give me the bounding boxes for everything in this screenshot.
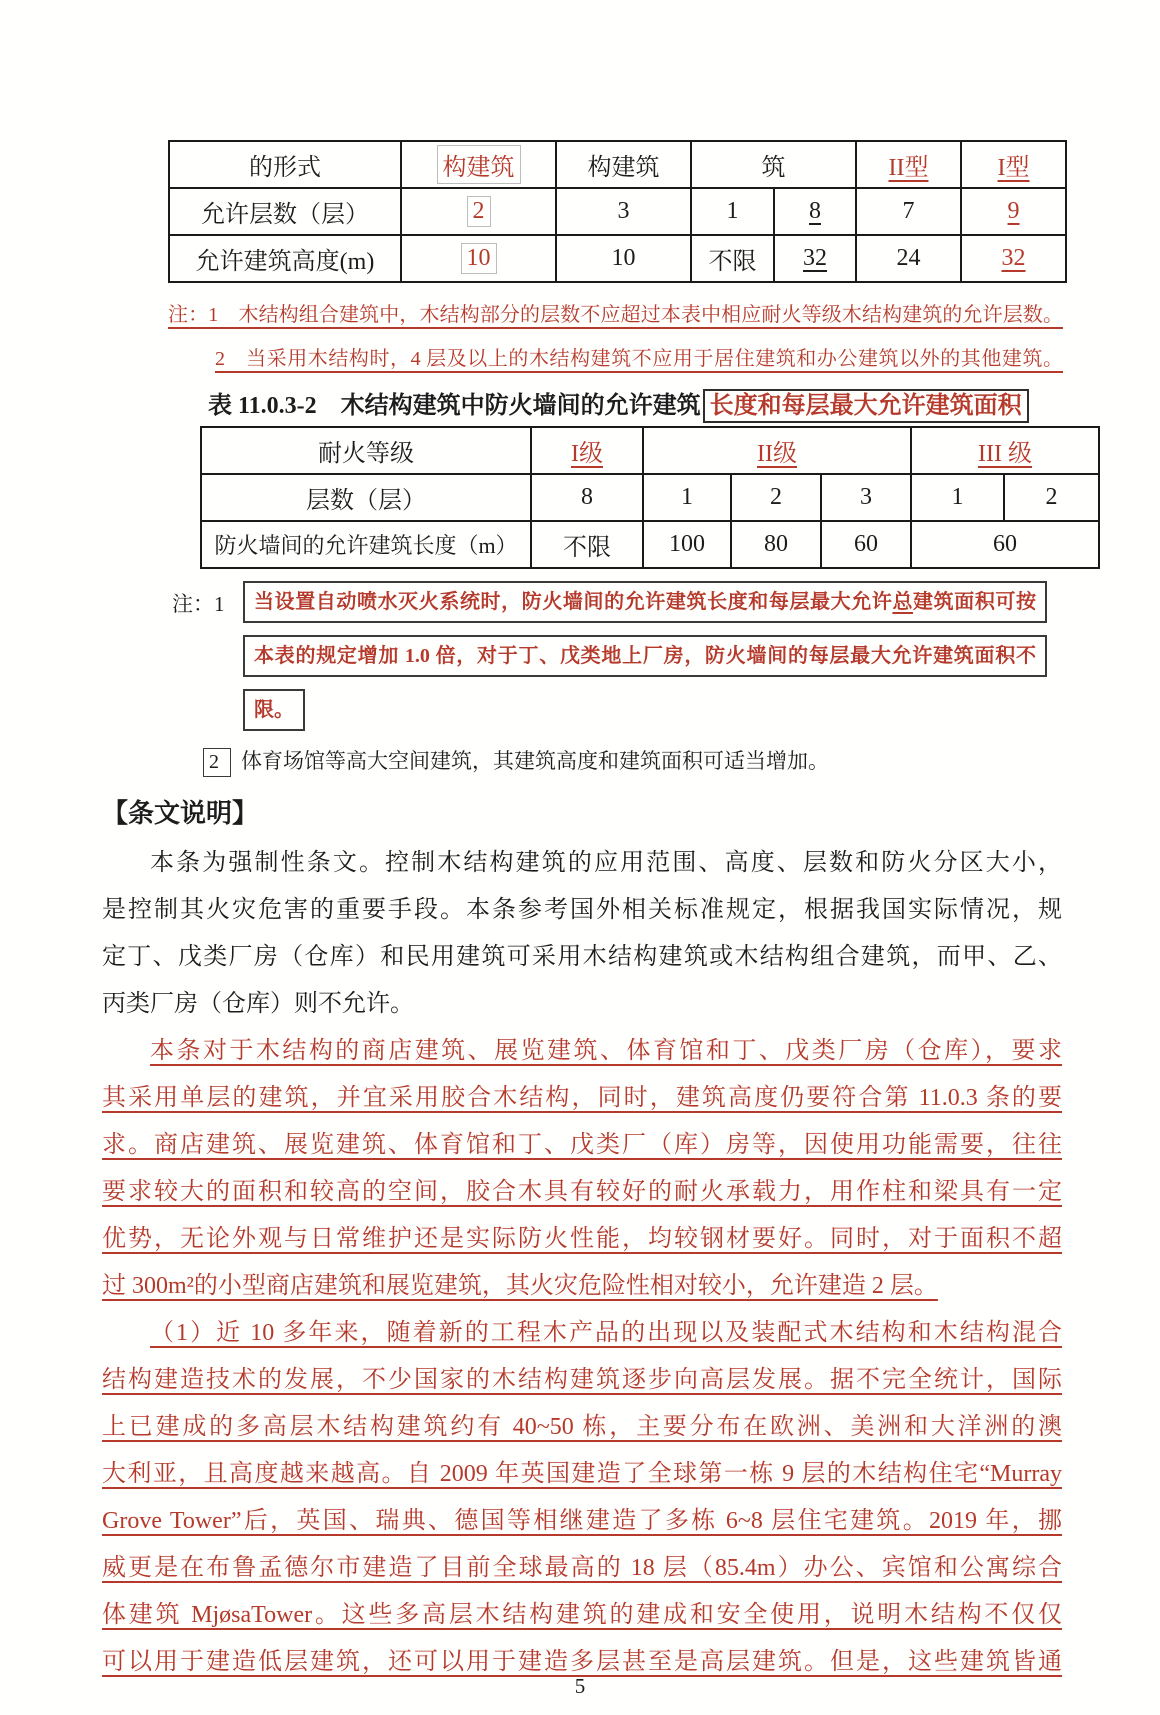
revision-line: （1）近 10 多年来，随着新的工程木产品的出现以及装配式木结构和木结构混合 (150, 1320, 1062, 1346)
table-firewall-length-limits (200, 426, 1100, 569)
revision-line: 体建筑 MjøsaTower。这些多高层木结构建筑的建成和安全使用，说明木结构不仅仅 (102, 1602, 1062, 1628)
t2-floors-label: 层数（层） (201, 474, 531, 521)
revision-line: 本条对于木结构的商店建筑、展览建筑、体育馆和丁、戊类厂房（仓库），要求 (150, 1038, 1062, 1064)
t2-cell: 1 (911, 474, 1004, 521)
t1-cell (401, 235, 556, 282)
changebox: 10 (461, 243, 497, 274)
t1-cell: 不限 (691, 235, 774, 282)
note-text: 当设置自动喷水灭火系统时，防火墙间的允许建筑长度和每层最大允许 (254, 591, 893, 613)
paragraph-line: 本条为强制性条文。控制木结构建筑的应用范围、高度、层数和防火分区大小， (150, 850, 1062, 876)
t2-cell: 8 (531, 474, 643, 521)
t2-header-cell: III 级 (911, 427, 1099, 474)
t2-length-label: 防火墙间的允许建筑长度（m） (201, 521, 531, 568)
revision-line: 其采用单层的建筑，并宜采用胶合木结构，同时，建筑高度仍要符合第 11.0.3 条的要 (102, 1085, 1062, 1111)
table2-caption-boxed: 长度和每层最大允许建筑面积 (703, 389, 1029, 423)
t2-cell: 1 (643, 474, 731, 521)
t1-header-cell: 筑 (691, 141, 856, 188)
t2-header-cell: II级 (643, 427, 911, 474)
changebox: 2 (467, 196, 491, 227)
t1-cell: 32 (774, 235, 856, 282)
revision-line: 结构建造技术的发展，不少国家的木结构建筑逐步向高层发展。据不完全统计，国际 (102, 1367, 1062, 1393)
t2-cell: 60 (911, 521, 1099, 568)
t1-header-form: 的形式 (169, 141, 401, 188)
revision-line: 上已建成的多高层木结构建筑约有 40~50 栋，主要分布在欧洲、美洲和大洋洲的澳 (102, 1414, 1062, 1440)
t1-cell: 3 (556, 188, 691, 235)
revision-line: 可以用于建造低层建筑，还可以用于建造多层甚至是高层建筑。但是，这些建筑皆通 (102, 1649, 1062, 1675)
paragraph-line: 丙类厂房（仓库）则不允许。 (102, 991, 414, 1017)
t1-cell (401, 188, 556, 235)
t1-header-cell (401, 141, 556, 188)
table2-caption (208, 385, 1160, 420)
table2-note-1 (172, 581, 1160, 623)
t1-cell: 1 (691, 188, 774, 235)
table2-note-box-3: 限。 (243, 689, 305, 731)
explanation-body (102, 840, 1062, 1686)
t2-cell: 60 (821, 521, 911, 568)
note-text: 体育场馆等高大空间建筑，其建筑高度和建筑面积可适当增加。 (241, 749, 829, 773)
table2-note-box-2: 本表的规定增加 1.0 倍，对于丁、戊类地上厂房，防火墙间的每层最大允许建筑面积不 (243, 635, 1047, 677)
page-number: 5 (574, 1674, 586, 1698)
table2-note-box-1 (243, 581, 1047, 623)
table-row (201, 427, 1099, 474)
t2-cell: 不限 (531, 521, 643, 568)
revision-line: 优势，无论外观与日常维护还是实际防火性能，均较钢材要好。同时，对于面积不超 (102, 1226, 1062, 1252)
t1-cell: 10 (556, 235, 691, 282)
changebox: 构建筑 (437, 145, 521, 184)
note-text-underlined: 总 (892, 591, 914, 613)
revision-line: Grove Tower”后，英国、瑞典、德国等相继建造了多栋 6~8 层住宅建筑。2019 年，挪 (102, 1508, 1062, 1534)
table-row (201, 474, 1099, 521)
t1-cell: 9 (961, 188, 1066, 235)
table-row (169, 141, 1066, 188)
table-row (201, 521, 1099, 568)
t2-cell: 3 (821, 474, 911, 521)
t2-cell: 2 (731, 474, 821, 521)
t1-header-cell: 构建筑 (556, 141, 691, 188)
revision-line: 要求较大的面积和较高的空间，胶合木具有较好的耐火承载力，用作柱和梁具有一定 (102, 1179, 1062, 1205)
table2-caption-plain: 表 11.0.3-2 木结构建筑中防火墙间的允许建筑 (208, 393, 701, 419)
revision-line: 大利亚，且高度越来越高。自 2009 年英国建造了全球第一栋 9 层的木结构住宅“Murray (102, 1461, 1062, 1487)
t1-height-label: 允许建筑高度(m) (169, 235, 401, 282)
table1-note-1: 注：1 木结构组合建筑中，木结构部分的层数不应超过本表中相应耐火等级木结构建筑的允许层数。 (168, 304, 1063, 326)
revision-line: 威更是在布鲁孟德尔市建造了目前全球最高的 18 层（85.4m）办公、宾馆和公寓综合 (102, 1555, 1062, 1581)
paragraph-line: 定丁、戊类厂房（仓库）和民用建筑可采用木结构建筑或木结构组合建筑，而甲、乙、 (102, 944, 1062, 970)
t2-cell: 80 (731, 521, 821, 568)
t2-cell: 2 (1004, 474, 1099, 521)
t1-cell: 8 (774, 188, 856, 235)
t1-cell: 24 (856, 235, 961, 282)
paragraph-line: 是控制其火灾危害的重要手段。本条参考国外相关标准规定，根据我国实际情况，规 (102, 897, 1062, 923)
explanation-heading: 【条文说明】 (102, 799, 259, 828)
table2-note-label: 注：1 (172, 592, 225, 616)
t1-floors-label: 允许层数（层） (169, 188, 401, 235)
t1-cell: 7 (856, 188, 961, 235)
t1-cell: 32 (961, 235, 1066, 282)
table-row (169, 188, 1066, 235)
t2-cell: 100 (643, 521, 731, 568)
table1-note-2: 2 当采用木结构时，4 层及以上的木结构建筑不应用于居住建筑和办公建筑以外的其他建筑。 (215, 348, 1063, 370)
t2-header-cell: I级 (531, 427, 643, 474)
t2-header-level: 耐火等级 (201, 427, 531, 474)
revision-line: 求。商店建筑、展览建筑、体育馆和丁、戊类厂（库）房等，因使用功能需要，往往 (102, 1132, 1062, 1158)
t1-header-type2: II型 (856, 141, 961, 188)
table-row (169, 235, 1066, 282)
note-number-box: 2 (203, 748, 231, 777)
table-wood-building-limits (168, 140, 1067, 283)
table2-note-2 (203, 745, 1160, 777)
revision-line: 过 300m²的小型商店建筑和展览建筑，其火灾危险性相对较小，允许建造 2 层。 (102, 1273, 938, 1299)
note-text: 建筑面积可按 (913, 591, 1037, 613)
t1-header-type1: I型 (961, 141, 1066, 188)
